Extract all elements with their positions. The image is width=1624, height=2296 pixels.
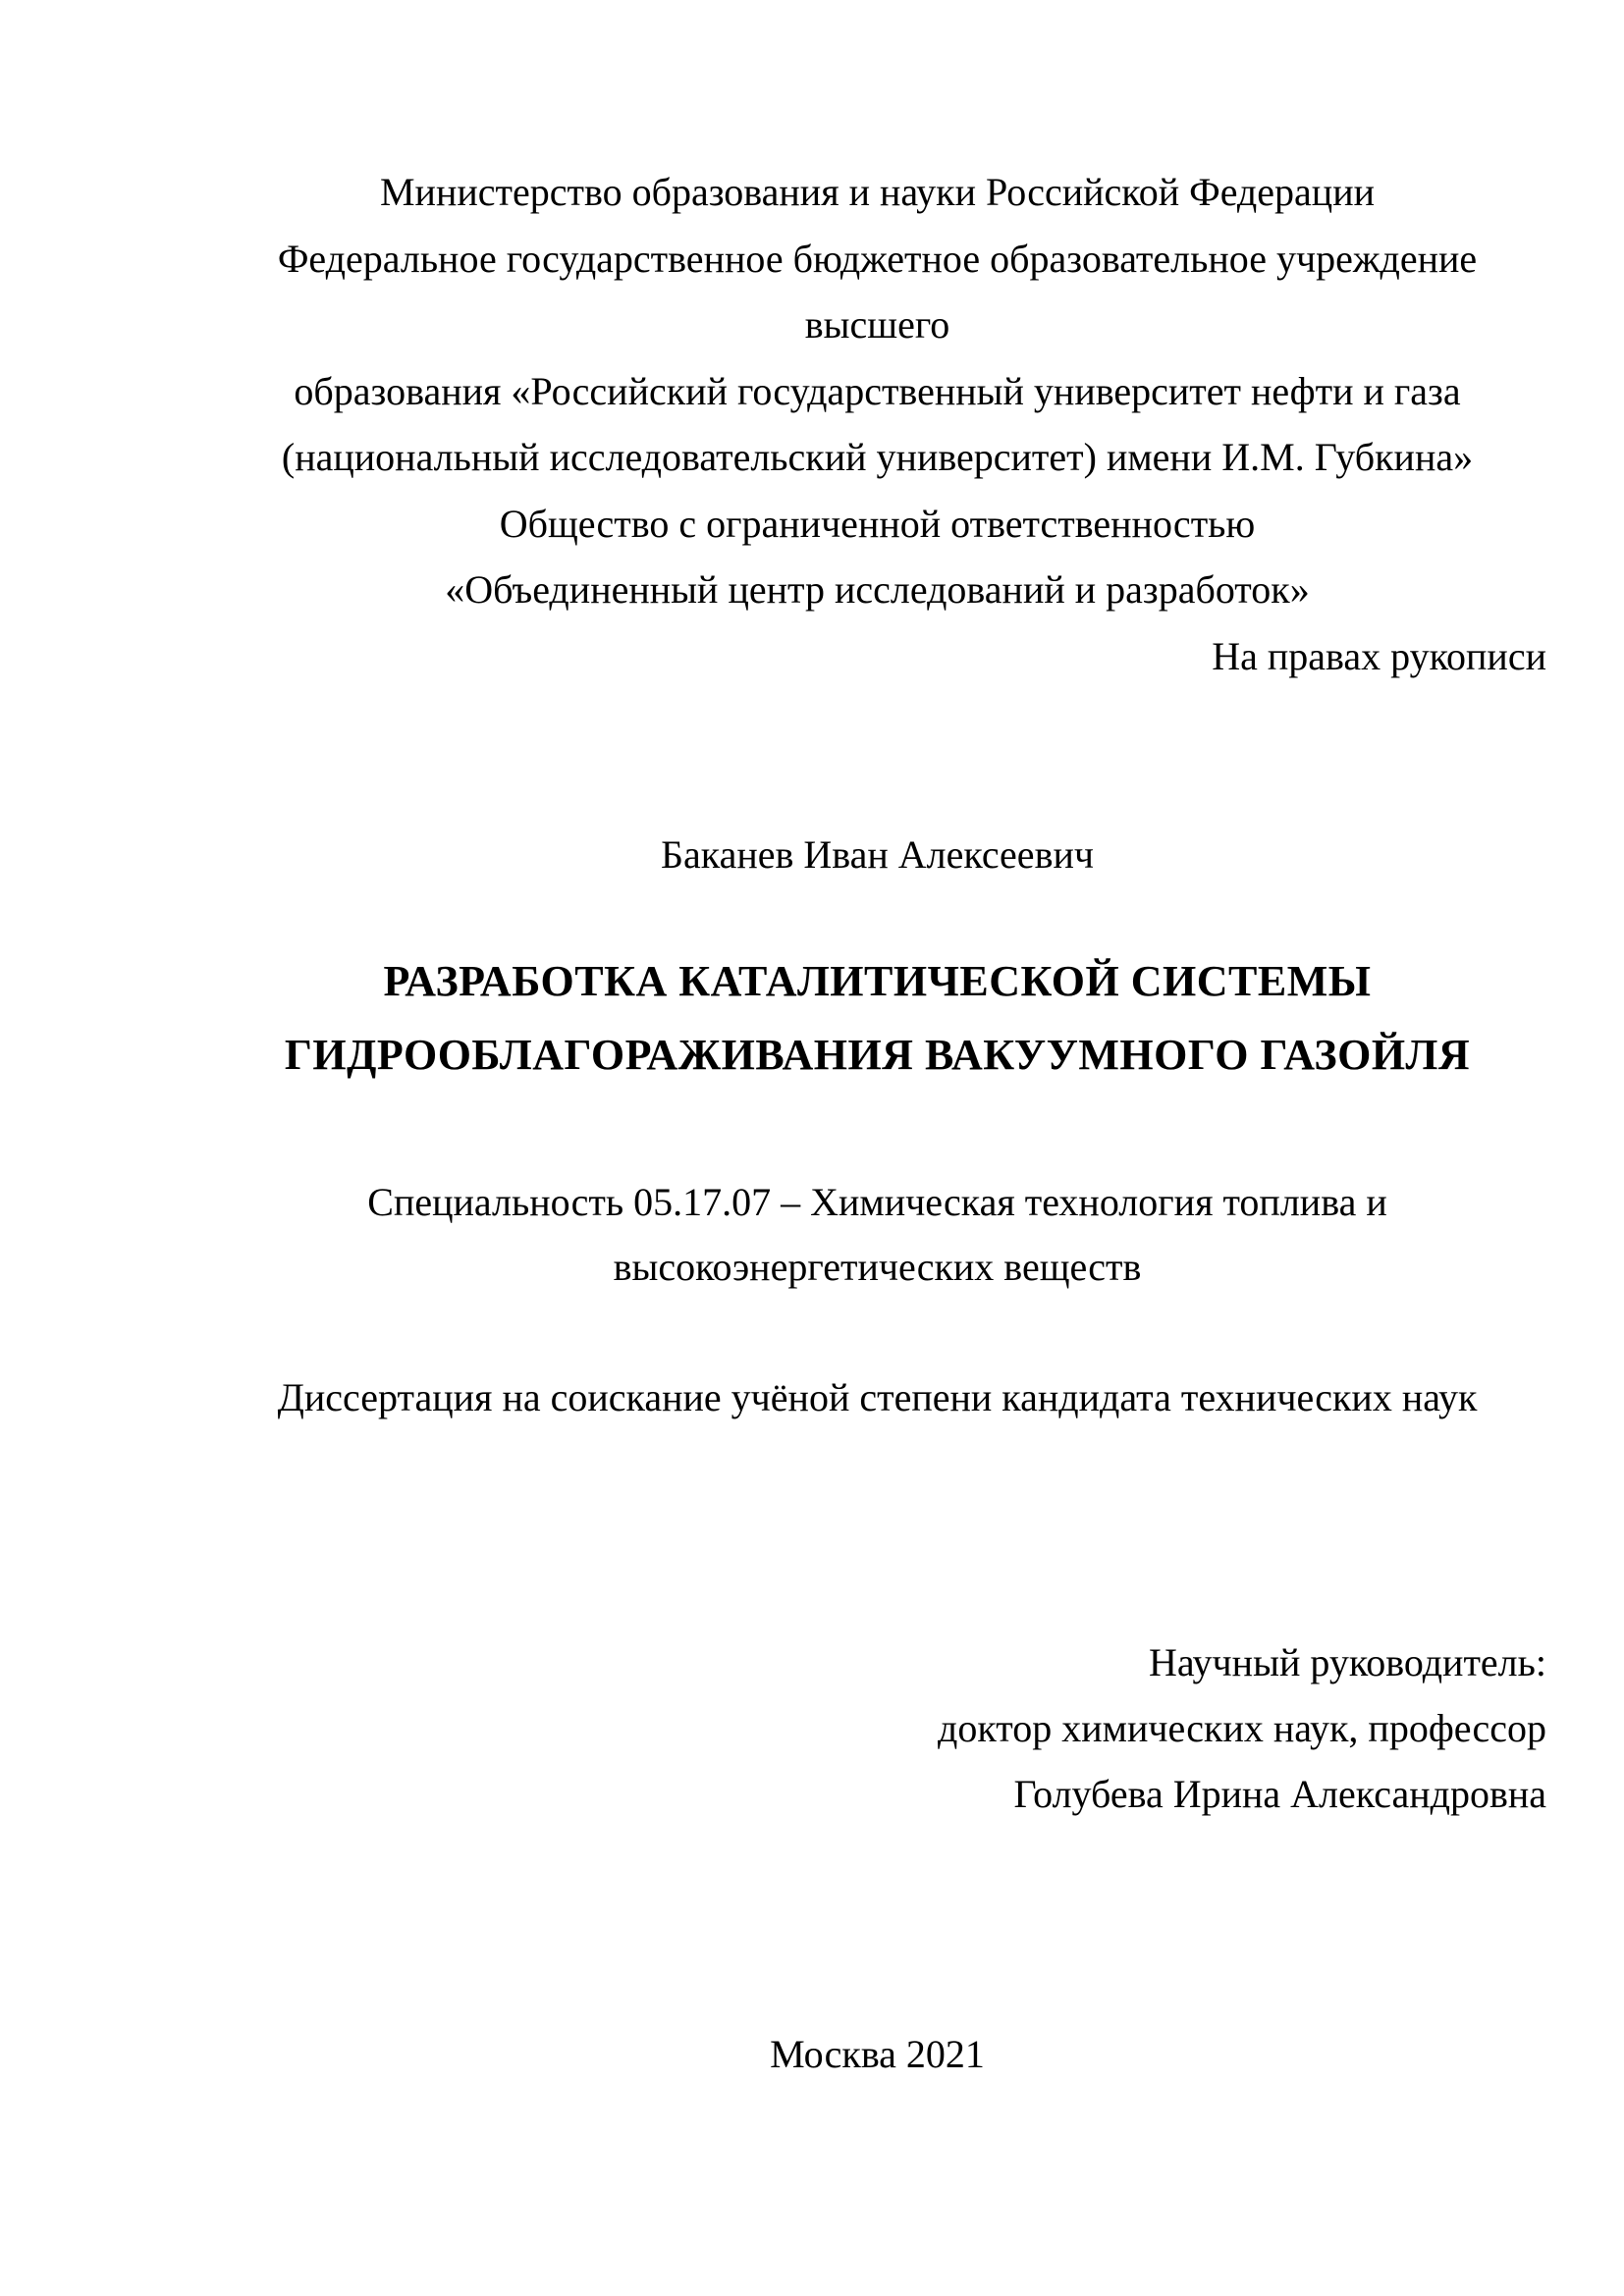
specialty-line-1: Специальность 05.17.07 – Химическая технология топлива и (367, 1180, 1387, 1224)
institution-line-2: образования «Российский государственный университет нефти и газа (294, 368, 1461, 413)
author-name: Баканев Иван Алексеевич (661, 832, 1094, 877)
specialty-block (208, 1170, 1546, 1300)
company-line-2: «Объединенный центр исследований и разработок» (445, 567, 1310, 612)
dissertation-title-line-1: РАЗРАБОТКА КАТАЛИТИЧЕСКОЙ СИСТЕМЫ (383, 957, 1372, 1005)
manuscript-rights-note: На правах рукописи (1212, 634, 1546, 678)
dissertation-title (208, 944, 1546, 1092)
dissertation-title-line-2: ГИДРООБЛАГОРАЖИВАНИЯ ВАКУУМНОГО ГАЗОЙЛЯ (284, 1031, 1471, 1079)
supervisor-name-line: Голубева Ирина Александровна (1013, 1772, 1546, 1816)
supervisor-degree-line: доктор химических наук, профессор (938, 1706, 1546, 1750)
ministry-line: Министерство образования и науки Российской Федерации (379, 170, 1376, 214)
city-year-line: Москва 2021 (770, 2032, 985, 2076)
institution-header (208, 159, 1546, 623)
institution-line-3: (национальный исследовательский университет) имени И.М. Губкина» (281, 435, 1474, 479)
supervisor-label-line: Научный руководитель: (1148, 1640, 1546, 1684)
institution-line-1: Федеральное государственное бюджетное образовательное учреждение высшего (277, 236, 1478, 347)
supervisor-block (208, 1629, 1546, 1827)
specialty-line-2: высокоэнергетических веществ (613, 1245, 1142, 1289)
company-line-1: Общество с ограниченной ответственностью (499, 501, 1256, 546)
dissertation-type-line: Диссертация на соискание учёной степени кандидата технических наук (277, 1375, 1478, 1419)
